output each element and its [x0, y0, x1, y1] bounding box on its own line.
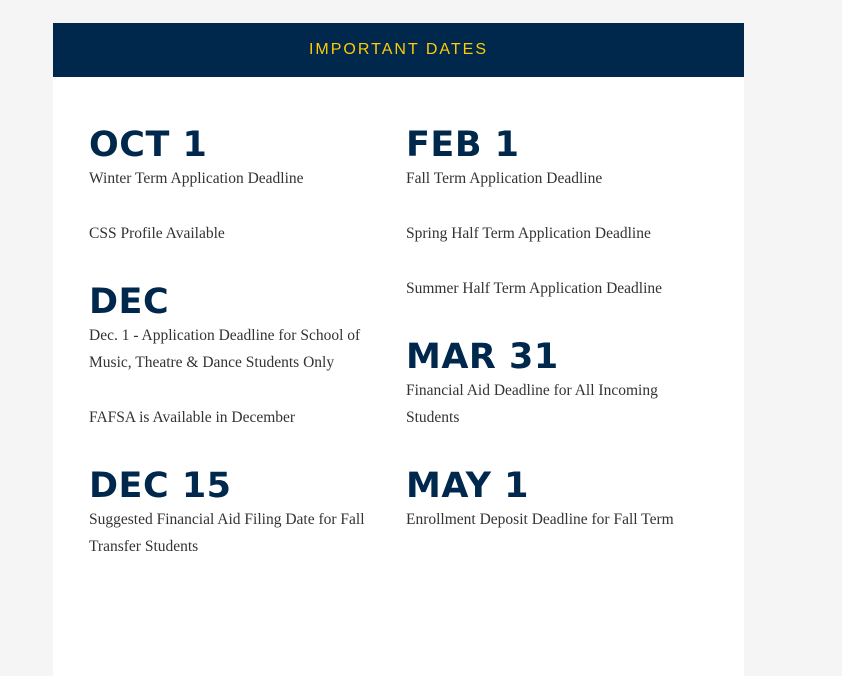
event-item: Dec. 1 - Application Deadline for School of Music, Theatre & Dance Students Only — [89, 327, 361, 371]
date-heading: MAR 31 — [406, 337, 559, 377]
right-date-column — [406, 125, 706, 568]
event-item: Spring Half Term Application Deadline — [406, 225, 651, 242]
event-item: Winter Term Application Deadline — [89, 170, 304, 187]
card-title: IMPORTANT DATES — [308, 41, 489, 58]
event-item: FAFSA is Available in December — [89, 409, 296, 426]
card-header — [53, 23, 744, 77]
date-heading: DEC 15 — [89, 466, 232, 506]
event-item: Fall Term Application Deadline — [406, 170, 603, 187]
date-heading: DEC — [89, 282, 170, 322]
date-heading: MAY 1 — [406, 466, 529, 506]
date-heading: FEB 1 — [406, 125, 520, 165]
event-item: CSS Profile Available — [89, 225, 225, 242]
event-item: Enrollment Deposit Deadline for Fall Term — [406, 511, 674, 528]
event-item: Summer Half Term Application Deadline — [406, 280, 663, 297]
date-block — [89, 125, 384, 247]
date-block — [89, 282, 384, 431]
event-item: Suggested Financial Aid Filing Date for Fall Transfer Students — [89, 511, 365, 555]
date-heading: OCT 1 — [89, 125, 208, 165]
date-block — [406, 466, 706, 533]
date-block — [89, 466, 384, 560]
date-block — [406, 125, 706, 302]
important-dates-card — [53, 23, 744, 676]
left-date-column — [89, 125, 384, 595]
date-block — [406, 337, 706, 431]
event-item: Financial Aid Deadline for All Incoming Students — [406, 382, 658, 426]
